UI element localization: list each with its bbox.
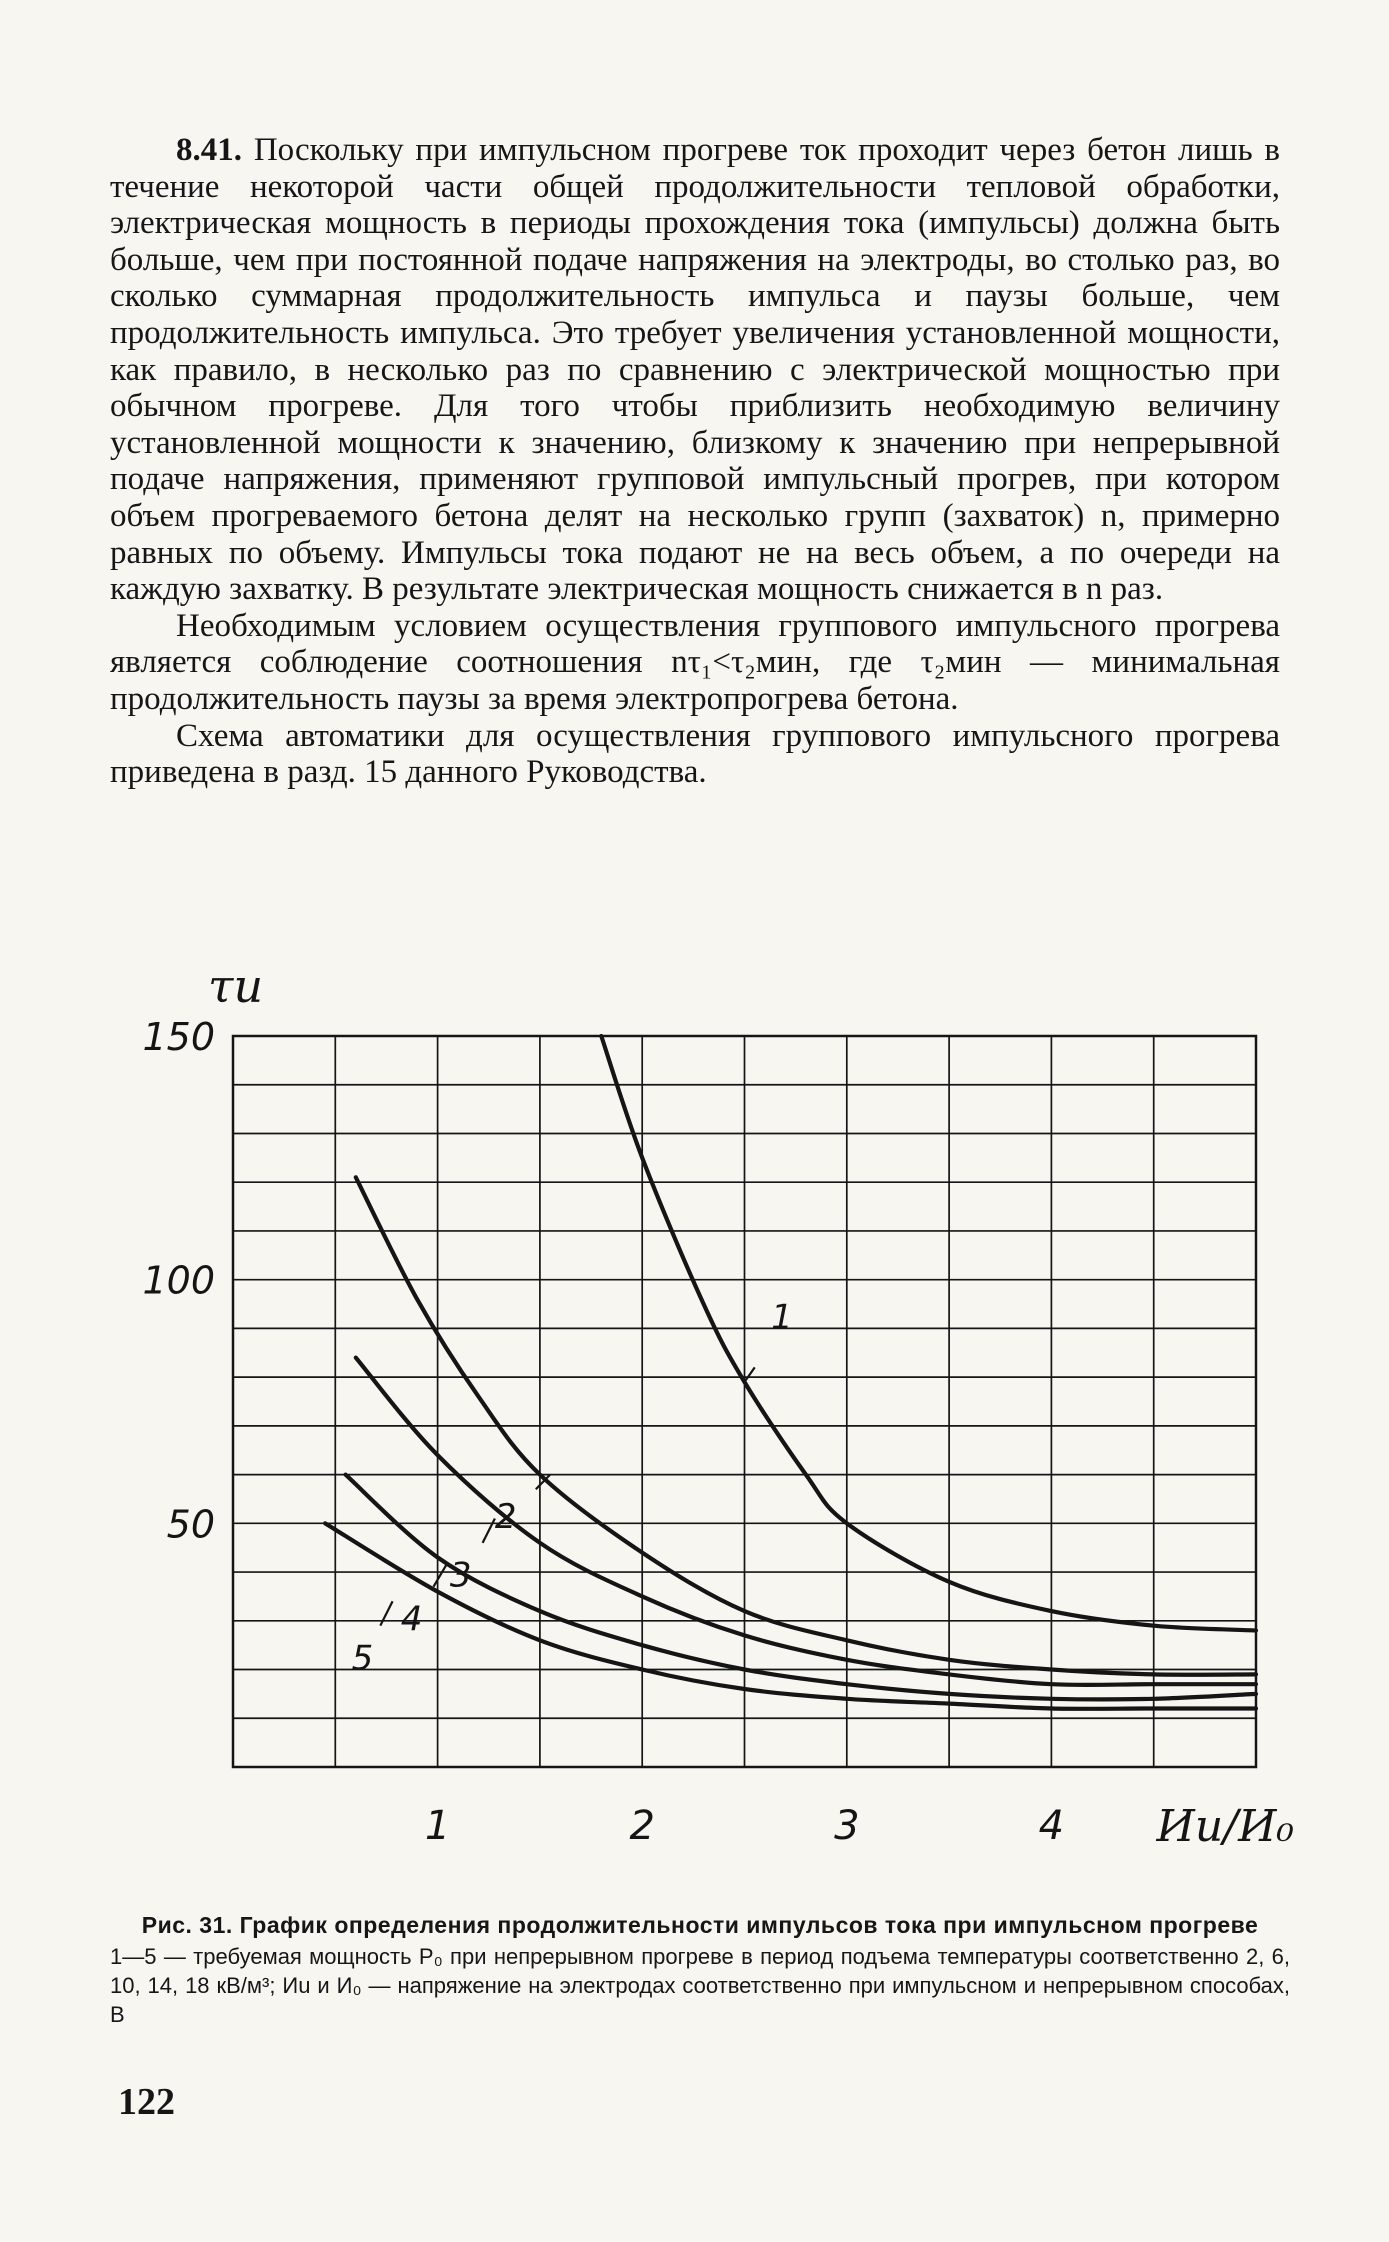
x-tick-label: 4: [1038, 1803, 1065, 1849]
chart-curves: [325, 1036, 1256, 1709]
x-tick-label: 3: [834, 1803, 860, 1849]
curve-label-4: 4: [400, 1599, 423, 1640]
curve-3: [356, 1358, 1256, 1685]
paragraph-3: Схема автоматики для осуществления группового импульсного прогрева приведена в разд. 15 данного Руководства.: [110, 717, 1280, 791]
x-axis-label: Иu/И₀: [1156, 1801, 1295, 1852]
pulse-duration-chart: [100, 950, 1300, 1910]
chart-grid: [233, 1036, 1256, 1767]
paragraph-1: [110, 132, 1280, 608]
caption-legend: 1—5 — требуемая мощность P₀ при непрерывном прогреве в период подъема температуры соответственно 2, 6, 10, 14, 18 кВ/м³; Иu и И₀ — напряжение на электродах соответственно при импульсном и непрерывном способах, В: [110, 1944, 1290, 2027]
curve-1: [601, 1036, 1256, 1631]
figure-caption: [110, 1912, 1290, 2029]
y-axis-label: τu: [208, 959, 264, 1013]
curve-label-3: 3: [449, 1555, 472, 1596]
page-number: 122: [118, 2081, 175, 2123]
curve-4-leader: [434, 1562, 448, 1586]
curve-1-leader: [745, 1367, 755, 1382]
curve-5: [325, 1523, 1256, 1709]
curve-3-leader: [483, 1518, 495, 1542]
paragraph-1-text: Поскольку при импульсном прогреве ток проходит через бетон лишь в течение некоторой части общей продолжительности тепловой обработки, электрическая мощность в периоды прохождения тока (импульсы) должна быть больше, чем при постоянной подаче напряжения на электроды, во столько раз, во сколько суммарная продолжительность импульса и паузы больше, чем продолжительность импульса. Это требует увеличения установленной мощности, как правило, в несколько раз по сравнению с электрической мощностью при обычном прогреве. Для того чтобы приблизить необходимую величину установленной мощности к значению, близкому к значению при непрерывной подаче напряжения, применяют групповой импульсный прогрев, при котором объем прогреваемого бетона делят на несколько групп (захваток) n, примерно равных по объему. Импульсы тока подают не на весь объем, а по очереди на каждую захватку. В результате электрическая мощность снижается в n раз.: [110, 132, 1281, 608]
y-tick-label: 100: [142, 1258, 215, 1303]
caption-title: Рис. 31. График определения продолжительности импульсов тока при импульсном прогреве: [141, 1912, 1259, 1938]
figure-31: [100, 950, 1300, 1910]
curve-5-leader: [380, 1601, 392, 1625]
curve-label-5: 5: [351, 1638, 374, 1679]
curve-label-1: 1: [771, 1297, 793, 1338]
body-text: [110, 132, 1280, 791]
y-tick-label: 150: [142, 1015, 215, 1059]
x-tick-label: 2: [629, 1803, 655, 1849]
paragraph-2: Необходимым условием осуществления группового импульсного прогрева является соблюдение соотношения nτ₁<τ₂мин, где τ₂мин — минимальная продолжительность паузы за время электропрогрева бетона.: [110, 607, 1280, 717]
paragraph-number: 8.41.: [176, 132, 242, 168]
curve-label-2: 2: [494, 1497, 517, 1538]
x-tick-label: 1: [424, 1803, 451, 1849]
curve-4: [346, 1475, 1257, 1700]
y-tick-label: 50: [166, 1502, 215, 1547]
